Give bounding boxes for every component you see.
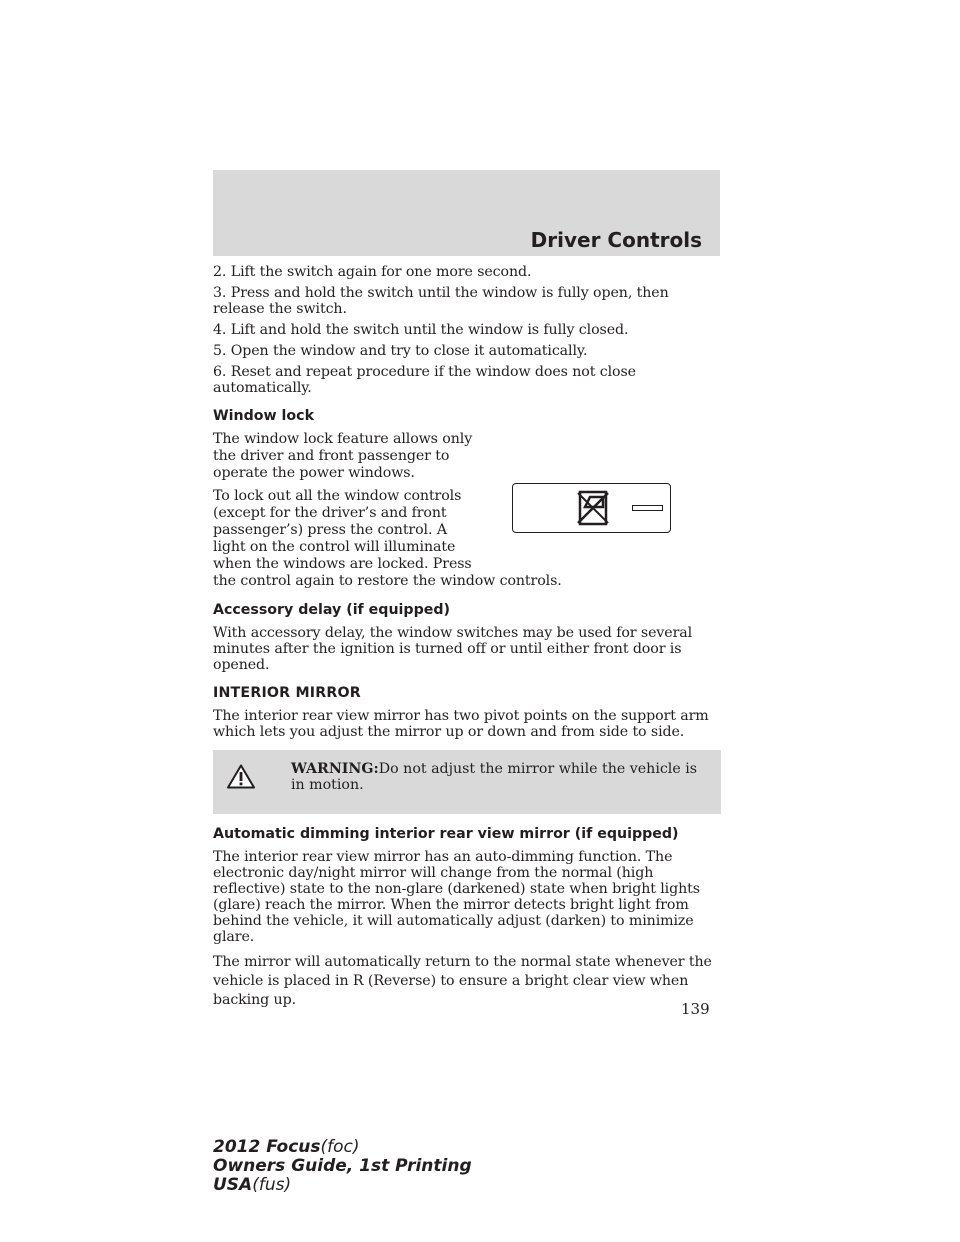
warning-triangle-icon — [227, 764, 255, 793]
footer-line-1 — [213, 1138, 472, 1157]
instruction-line: passenger’s) press the control. A — [213, 522, 447, 538]
warning-label: WARNING: — [291, 761, 379, 777]
instruction-line: light on the control will illuminate — [213, 539, 456, 555]
section-header — [213, 170, 720, 256]
step-2: 2. Lift the switch again for one more second. — [213, 264, 532, 280]
warning-message: Do not adjust the mirror while the vehicle is in motion. — [291, 761, 698, 793]
instruction-line: the control again to restore the window controls. — [213, 573, 562, 589]
instruction-line: when the windows are locked. Press — [213, 556, 472, 572]
footer-model: 2012 Focus — [213, 1137, 321, 1157]
window-lock-section — [213, 431, 721, 590]
auto-dimming-text: The interior rear view mirror has an auto-dimming function. The electronic day/night mirror will change from the normal (high reflective) state to the non-glare (darkened) state when bright lights (glare) reach the mirror. When the mirror detects bright light from behind the vehicle, it will automatically adjust (darken) to minimize glare. — [213, 849, 700, 945]
interior-mirror-text: The interior rear view mirror has two pivot points on the support arm which lets you adjust the mirror up or down and from side to side. — [213, 708, 709, 740]
page-content — [213, 264, 721, 1018]
step-6: 6. Reset and repeat procedure if the window does not close automatically. — [213, 364, 636, 396]
instruction-line: To lock out all the window controls — [213, 488, 462, 504]
footer-market: USA — [213, 1175, 253, 1195]
auto-dimming-heading: Automatic dimming interior rear view mirror (if equipped) — [213, 826, 679, 842]
footer-market-code: (fus) — [252, 1175, 292, 1195]
warning-text — [291, 761, 707, 793]
page-number: 139 — [681, 1000, 710, 1018]
accessory-delay-text: With accessory delay, the window switches may be used for several minutes after the ignition is turned off or until either front door is opened. — [213, 625, 693, 673]
footer-print-info — [213, 1138, 472, 1195]
window-lock-switch-illustration — [512, 483, 671, 533]
window-lock-icon — [576, 490, 610, 530]
instruction-line: (except for the driver’s and front — [213, 505, 447, 521]
warning-box — [213, 750, 721, 814]
accessory-delay-heading: Accessory delay (if equipped) — [213, 602, 450, 618]
auto-dimming-reverse-text: The mirror will automatically return to the normal state whenever the vehicle is placed in R (Reverse) to ensure a bright clear view when backing up. — [213, 954, 712, 1008]
window-lock-description: The window lock feature allows only the driver and front passenger to operate the power windows. — [213, 431, 473, 481]
step-3: 3. Press and hold the switch until the window is fully open, then release the switch. — [213, 285, 669, 317]
footer-line-2: Owners Guide, 1st Printing — [213, 1156, 472, 1176]
section-title: Driver Controls — [530, 228, 702, 252]
footer-model-code: (foc) — [320, 1137, 360, 1157]
step-5: 5. Open the window and try to close it automatically. — [213, 343, 588, 359]
footer-line-3 — [213, 1176, 472, 1195]
indicator-light — [632, 505, 663, 511]
window-lock-heading: Window lock — [213, 408, 315, 424]
interior-mirror-heading: INTERIOR MIRROR — [213, 685, 361, 701]
step-4: 4. Lift and hold the switch until the window is fully closed. — [213, 322, 629, 338]
